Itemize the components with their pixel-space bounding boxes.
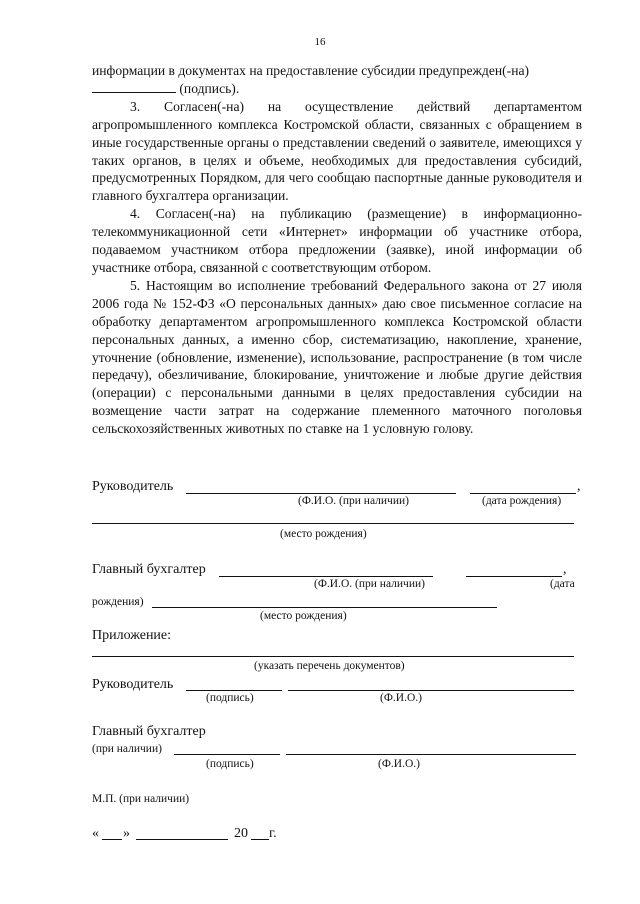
head-fio-hint: (Ф.И.О. (при наличии): [298, 495, 409, 507]
head-sign-fio-hint: (Ф.И.О.): [380, 692, 422, 704]
signature-blank: [92, 81, 176, 93]
head-sign-label: Руководитель: [92, 677, 174, 692]
signature-note: (подпись).: [176, 80, 240, 96]
accountant-sign-fio-line: [286, 754, 576, 755]
accountant-birthplace-line: [152, 607, 497, 608]
head-birthplace-line: [92, 523, 574, 524]
attachment-line: [92, 656, 574, 657]
head-birthdate-line: [470, 493, 576, 494]
accountant-birthdate-line: [466, 576, 562, 577]
head-signature-hint: (подпись): [206, 692, 254, 704]
date-day-line: [102, 839, 122, 840]
head-comma: ,: [577, 479, 581, 494]
accountant-comma: ,: [563, 562, 567, 577]
stamp-place: М.П. (при наличии): [92, 793, 190, 805]
date-year-line: [251, 839, 269, 840]
accountant-signature-hint: (подпись): [206, 758, 254, 770]
date-year-suffix: г.: [269, 826, 277, 841]
continuation-line: информации в документах на предоставление субсидии предупрежден(-на): [92, 63, 530, 78]
date-year-prefix: 20: [234, 826, 248, 841]
accountant-fio-hint: (Ф.И.О. (при наличии): [314, 578, 425, 590]
accountant-label: Главный бухгалтер: [92, 562, 206, 577]
accountant-sign-fio-hint: (Ф.И.О.): [378, 758, 420, 770]
attachment-label: Приложение:: [92, 628, 172, 643]
head-signature-line: [186, 690, 282, 691]
attachment-docs-hint: (указать перечень документов): [254, 660, 405, 672]
head-sign-fio-line: [288, 690, 574, 691]
head-birthdate-hint: (дата рождения): [482, 495, 562, 507]
accountant-birth-word: рождения): [92, 596, 144, 608]
head-birthplace-hint: (место рождения): [280, 528, 367, 540]
accountant-signature-line: [174, 754, 280, 755]
accountant-if-any: (при наличии): [92, 743, 162, 755]
paragraph-4: 4. Согласен(-на) на публикацию (размещение) в информационно-телекоммуникационной сети «Интернет» информации об участнике отбора, подаваемом участником отбора предложении (заявке), иной информации об участнике отбора, связанной с соответствующим отбором.: [92, 206, 582, 275]
paragraph-5: 5. Настоящим во исполнение требований Федерального закона от 27 июля 2006 года № 152-ФЗ «О персональных данных» даю свое письменное согласие на обработку департаментом агропромышленного комплекса Костромской области персональных данных, а именно сбор, систематизацию, накопление, хранение, уточнение (обновление, изменение), использование, распространение (в том числе передачу), обезличивание, блокирование, уничтожение и любые другие действия (операции) с персональными данными в целях предоставления субсидии на возмещение части затрат на содержание племенного маточного поголовья сельскохозяйственных животных по ставке на 1 условную голову.: [92, 277, 582, 437]
head-fio-line: [186, 493, 456, 494]
accountant-sign-label: Главный бухгалтер: [92, 724, 206, 739]
accountant-birthplace-hint: (место рождения): [260, 610, 347, 622]
date-close-quote: »: [123, 826, 130, 841]
accountant-date-word: (дата: [550, 578, 575, 590]
paragraph-continuation: [92, 62, 582, 98]
page-number: 16: [314, 36, 326, 48]
date-month-line: [136, 839, 228, 840]
paragraph-3: 3. Согласен(-на) на осуществление действий департаментом агропромышленного комплекса Костромской области, связанных с обращением в иные государственные органы о представлении сведений о заявителе, имеющихся у таких органов, в целях и объеме, необходимых для предоставления субсидий, предусмотренных Порядком, для чего сообщаю паспортные данные руководителя и главного бухгалтера организации.: [92, 98, 582, 204]
document-body: [92, 62, 582, 438]
accountant-fio-line: [219, 576, 433, 577]
head-label: Руководитель: [92, 479, 174, 494]
date-open-quote: «: [92, 826, 99, 841]
